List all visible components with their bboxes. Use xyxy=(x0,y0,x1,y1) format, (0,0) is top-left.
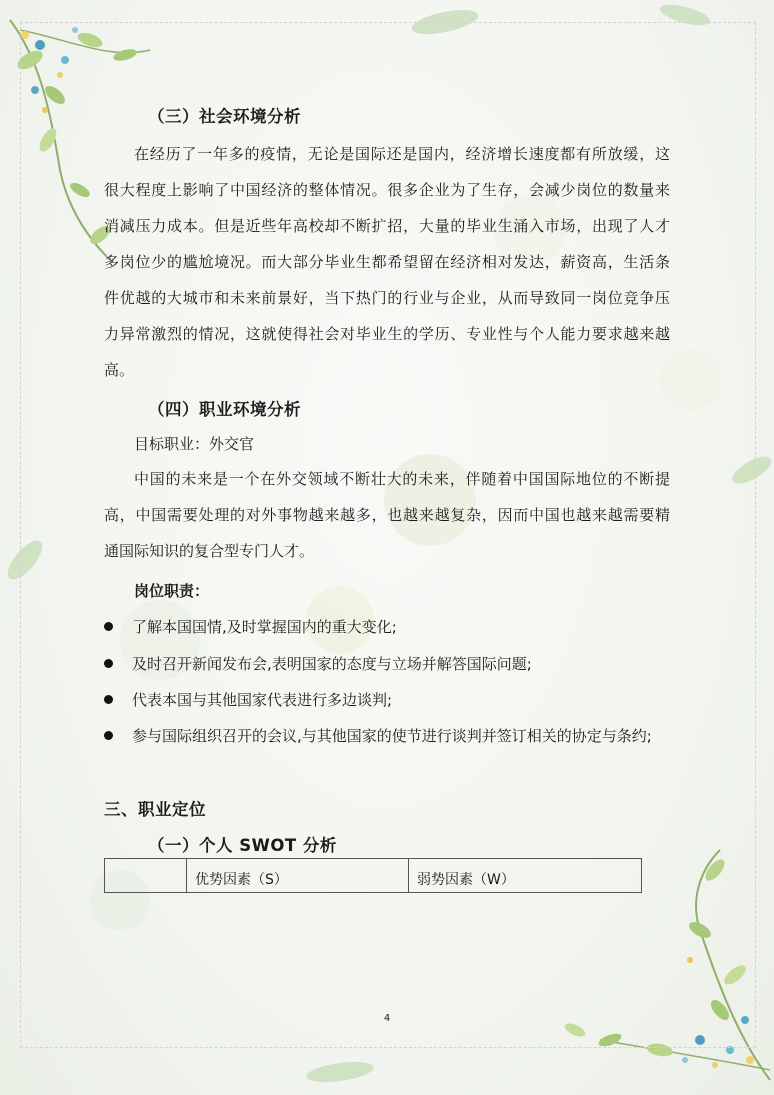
bullet-icon xyxy=(104,622,113,631)
social-paragraph-line: 很大程度上影响了中国经济的整体情况。很多企业为了生存，会减少岗位的数量来 xyxy=(104,181,670,199)
table-row xyxy=(105,859,642,893)
social-environment-heading: （三）社会环境分析 xyxy=(148,107,301,126)
social-paragraph-line: 多岗位少的尴尬境况。而大部分毕业生都希望留在经济相对发达，薪资高，生活条 xyxy=(104,253,670,271)
career-paragraph-line: 通国际知识的复合型专门人才。 xyxy=(104,542,315,560)
page-number: 4 xyxy=(383,1013,391,1024)
career-paragraph-line: 高，中国需要处理的对外事物越来越多，也越来越复杂，因而中国也越来越需要精 xyxy=(104,506,670,524)
bullet-icon xyxy=(104,731,113,740)
social-paragraph-line: 件优越的大城市和未来前景好，当下热门的行业与企业，从而导致同一岗位竞争压 xyxy=(104,289,670,307)
bullet-icon xyxy=(104,695,113,704)
target-career: 目标职业：外交官 xyxy=(134,435,255,453)
career-paragraph-line: 中国的未来是一个在外交领域不断壮大的未来，伴随着中国国际地位的不断提 xyxy=(134,470,670,488)
swot-table xyxy=(104,858,642,893)
duty-text: 了解本国国情,及时掌握国内的重大变化; xyxy=(132,618,397,636)
table-cell: 弱势因素（W） xyxy=(409,859,642,893)
swot-heading: （一）个人 SWOT 分析 xyxy=(148,836,337,855)
career-environment-heading: （四）职业环境分析 xyxy=(148,400,301,419)
duties-label: 岗位职责： xyxy=(134,582,210,600)
social-paragraph-line: 消减压力成本。但是近些年高校却不断扩招，大量的毕业生涌入市场，出现了人才 xyxy=(104,217,670,235)
table-cell xyxy=(105,859,187,893)
social-paragraph-line: 力异常激烈的情况，这就使得社会对毕业生的学历、专业性与个人能力要求越来越 xyxy=(104,325,670,343)
bullet-icon xyxy=(104,659,113,668)
career-positioning-heading: 三、职业定位 xyxy=(104,800,206,819)
duty-text: 及时召开新闻发布会,表明国家的态度与立场并解答国际问题; xyxy=(132,655,532,673)
duty-text: 代表本国与其他国家代表进行多边谈判; xyxy=(132,691,393,709)
duty-text: 参与国际组织召开的会议,与其他国家的使节进行谈判并签订相关的协定与条约; xyxy=(132,727,652,745)
social-paragraph-line: 在经历了一年多的疫情，无论是国际还是国内，经济增长速度都有所放缓，这 xyxy=(134,145,670,163)
social-paragraph-line: 高。 xyxy=(104,361,135,379)
table-cell: 优势因素（S） xyxy=(187,859,409,893)
